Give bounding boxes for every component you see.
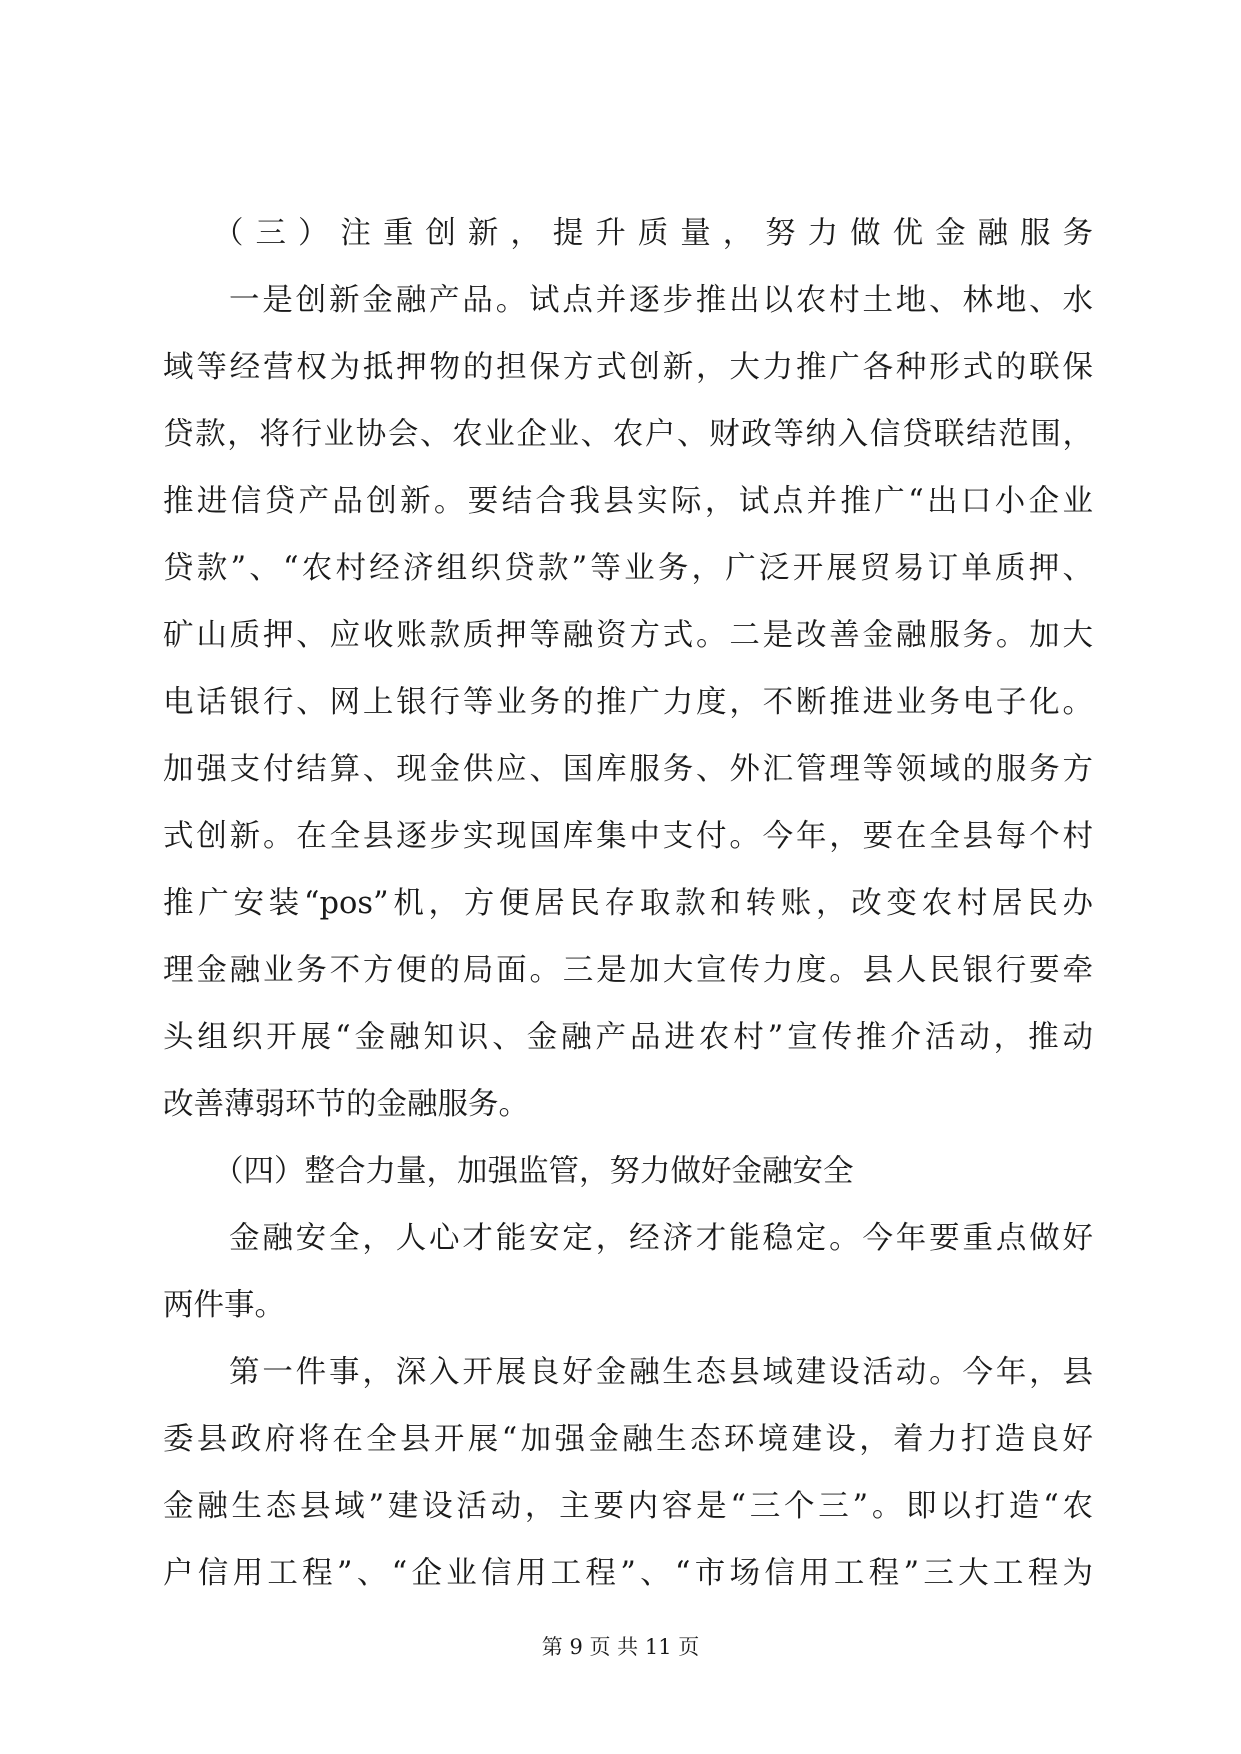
paragraph-line: 电话银行、网上银行等业务的推广力度，不断推进业务电子化。 [163,685,1093,720]
paragraph-line: 头组织开展“金融知识、金融产品进农村”宣传推介活动，推动 [163,1020,1093,1055]
paragraph-line: 第一件事，深入开展良好金融生态县域建设活动。今年，县 [229,1355,1093,1390]
page-number-footer: 第 9 页 共 11 页 [541,1635,700,1659]
paragraph-line: 委县政府将在全县开展“加强金融生态环境建设，着力打造良好 [163,1422,1093,1457]
paragraph-line: 理金融业务不方便的局面。三是加大宣传力度。县人民银行要牵 [163,953,1093,988]
paragraph-line: 户信用工程”、“企业信用工程”、“市场信用工程”三大工程为 [163,1556,1093,1591]
paragraph-line: 推进信贷产品创新。要结合我县实际，试点并推广“出口小企业 [163,484,1093,519]
paragraph-line: 一是创新金融产品。试点并逐步推出以农村土地、林地、水 [229,283,1093,318]
paragraph-line: 金融安全，人心才能安定，经济才能稳定。今年要重点做好 [229,1221,1093,1256]
paragraph-line: 矿山质押、应收账款质押等融资方式。二是改善金融服务。加大 [163,618,1093,653]
paragraph-line: 两件事。 [163,1288,285,1323]
paragraph-line: 贷款”、“农村经济组织贷款”等业务，广泛开展贸易订单质押、 [163,551,1093,586]
paragraph-line: 金融生态县域”建设活动，主要内容是“三个三”。即以打造“农 [163,1489,1093,1524]
paragraph-line: 改善薄弱环节的金融服务。 [163,1087,529,1122]
document-body [163,200,1093,1607]
paragraph-line: 推广安装“pos”机，方便居民存取款和转账，改变农村居民办 [163,886,1093,921]
paragraph-line: 域等经营权为抵押物的担保方式创新，大力推广各种形式的联保 [163,350,1093,385]
paragraph-line: 式创新。在全县逐步实现国库集中支付。今年，要在全县每个村 [163,819,1093,854]
section-heading-4: （四）整合力量，加强监管，努力做好金融安全 [213,1154,854,1189]
section-heading-3: （三）注重创新，提升质量，努力做优金融服务 [213,216,1093,251]
paragraph-line: 贷款，将行业协会、农业企业、农户、财政等纳入信贷联结范围， [163,417,1093,452]
paragraph-line: 加强支付结算、现金供应、国库服务、外汇管理等领域的服务方 [163,752,1093,787]
